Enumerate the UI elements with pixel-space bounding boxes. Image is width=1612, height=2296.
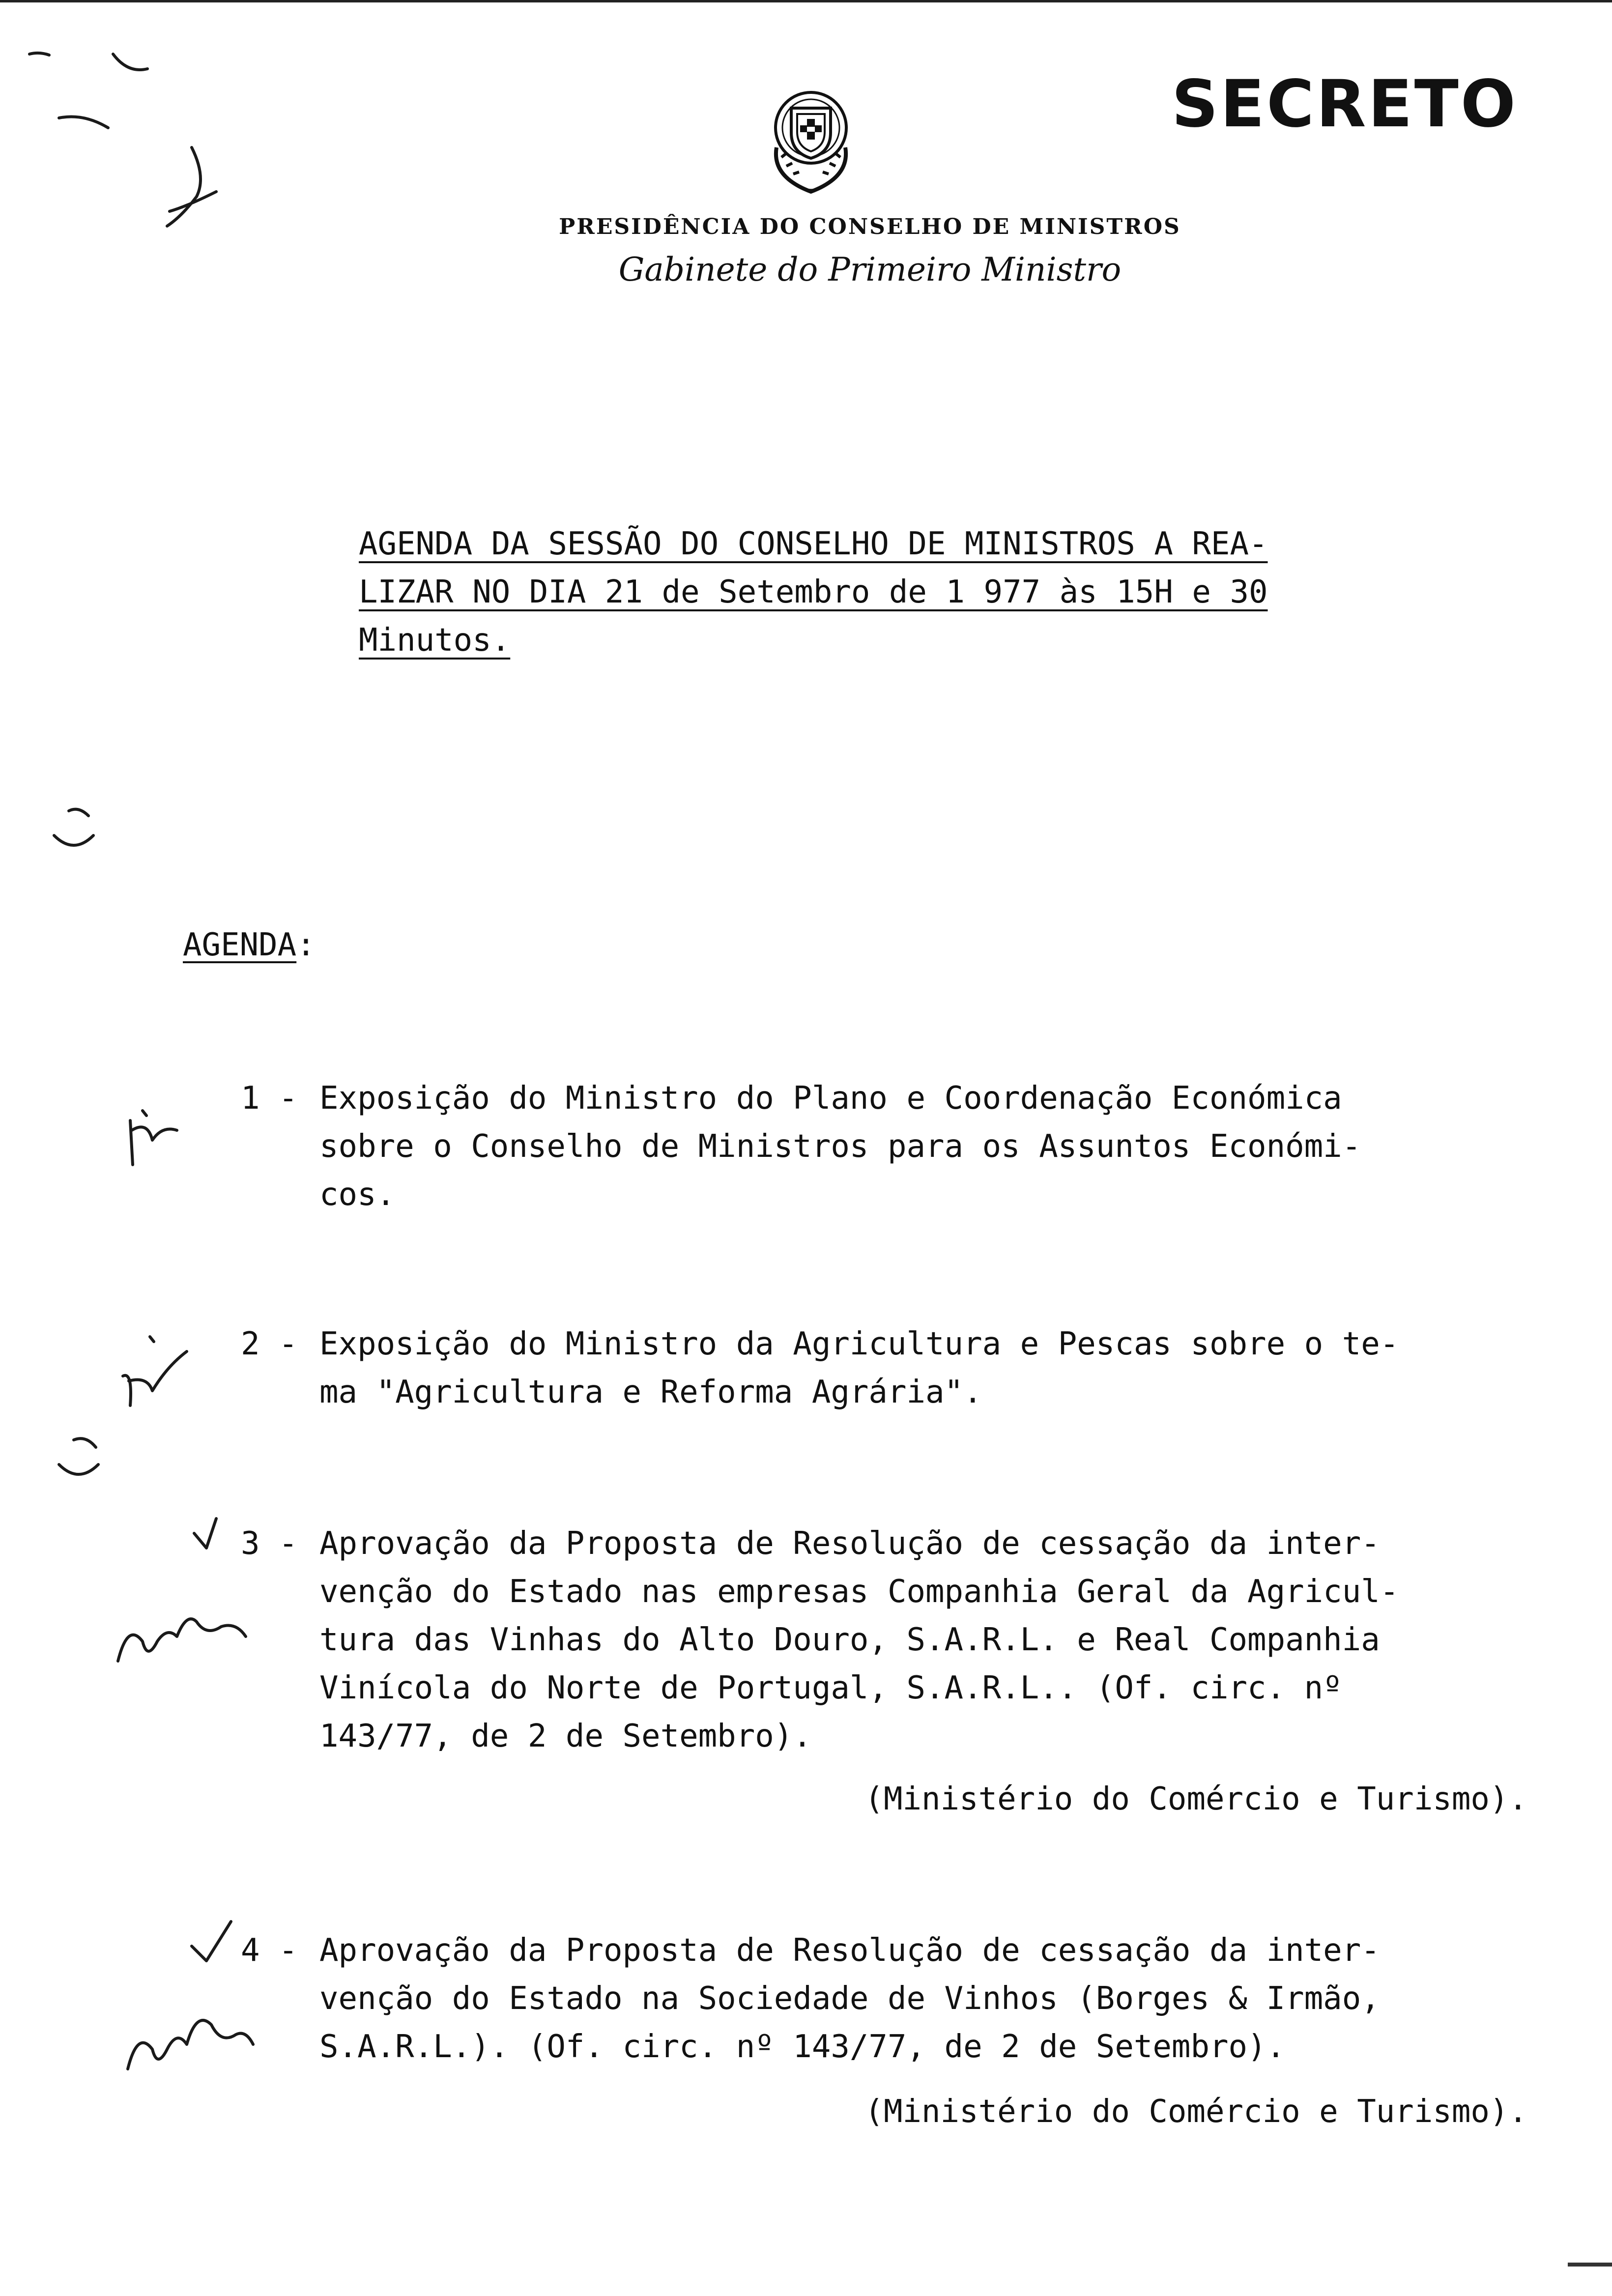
punch-hole-mark-2 <box>59 1438 98 1474</box>
annotation-item-2 <box>123 1337 187 1406</box>
item-number: 1 - <box>241 1080 298 1117</box>
item-4-ministry: (Ministério do Comércio e Turismo). <box>864 2094 1527 2130</box>
margin-tick-mark <box>29 53 147 128</box>
item-text: Exposição do Ministro do Plano e Coordenação Económica sobre o Conselho de Ministros para os Assuntos Económi- cos. <box>319 1080 1361 1213</box>
agenda-label: AGENDA <box>183 927 297 963</box>
classification-stamp: SECRETO <box>1171 66 1518 142</box>
item-text: Aprovação da Proposta de Resolução de cessação da inter- venção do Estado na Sociedade de Vinhos (Borges & Irmão, S.A.R.L.). (Of. circ. nº 143/77, de 2 de Setembro). <box>319 1932 1380 2065</box>
punch-hole-mark-1 <box>54 809 93 845</box>
portuguese-coat-of-arms-icon <box>757 79 865 201</box>
checkmark-item-3 <box>194 1519 216 1548</box>
annotation-item-1 <box>130 1111 177 1165</box>
item-number: 4 - <box>241 1932 298 1969</box>
annotation-item-3 <box>118 1619 246 1661</box>
top-border-line <box>0 0 1612 2</box>
item-text: Exposição do Ministro da Agricultura e Pescas sobre o te- ma "Agricultura e Reforma Agrária". <box>319 1326 1399 1410</box>
item-number: 3 - <box>241 1525 298 1562</box>
organization-name: PRESIDÊNCIA DO CONSELHO DE MINISTROS <box>559 214 1181 239</box>
scan-edge-mark <box>1568 2263 1612 2267</box>
title-line-3: Minutos. <box>359 622 511 659</box>
agenda-heading <box>183 927 316 963</box>
agenda-colon: : <box>296 927 316 963</box>
checkmark-item-4 <box>192 1922 231 1961</box>
item-text: Aprovação da Proposta de Resolução de cessação da inter- venção do Estado nas empresas Companhia Geral da Agricul- tura das Vinhas do Alto Douro, S.A.R.L. e Real Companhia Vinícola do Norte de Portugal, S.A.R.L.. (Of. circ. nº 143/77, de 2 de Setembro). <box>319 1525 1399 1754</box>
title-line-1: AGENDA DA SESSÃO DO CONSELHO DE MINISTROS A REA- <box>359 526 1268 562</box>
annotation-item-4 <box>128 2020 253 2069</box>
title-line-2: LIZAR NO DIA 21 de Setembro de 1 977 às 15H e 30 <box>359 574 1268 610</box>
item-3-ministry: (Ministério do Comércio e Turismo). <box>864 1781 1527 1817</box>
item-number: 2 - <box>241 1326 298 1362</box>
office-name: Gabinete do Primeiro Ministro <box>618 251 1122 288</box>
agenda-title <box>359 520 1332 664</box>
